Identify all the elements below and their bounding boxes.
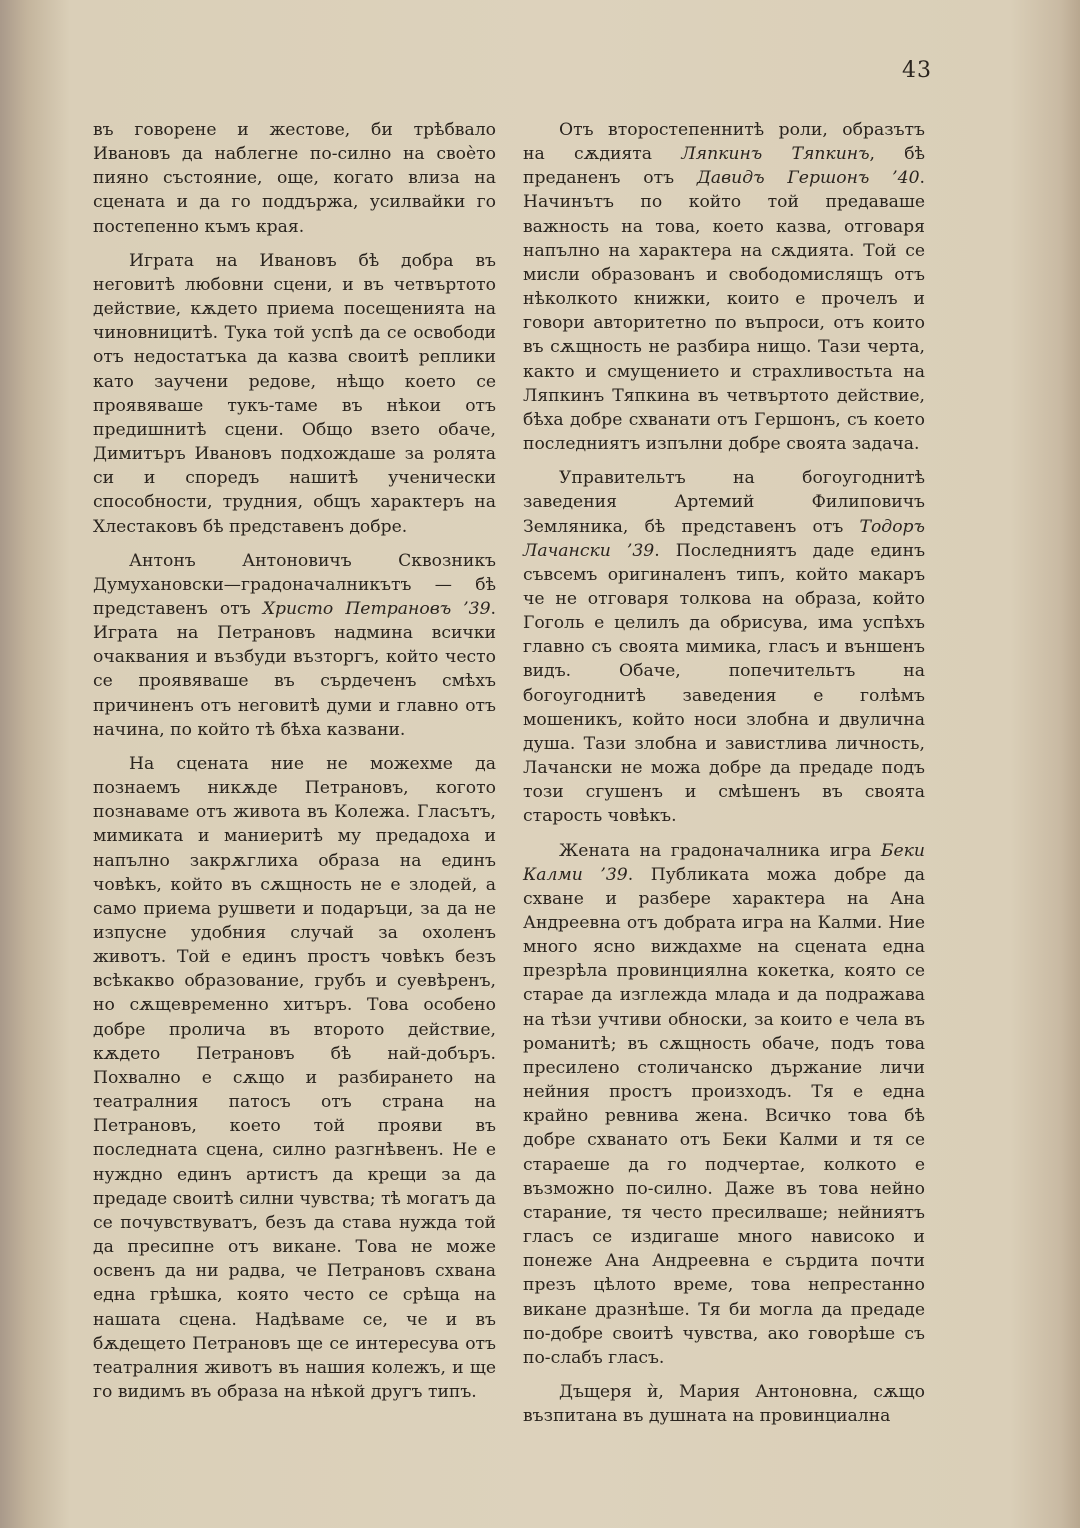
- paragraph: [93, 752, 496, 1404]
- paragraph-text: На сцената ние не можехме да познаемъ никѫде Петрановъ, когото познаваме отъ живота въ Колежа. Гласътъ, мимиката и маниеритѣ му предадоха и напълно закрѫглиха образа на единъ човѣкъ, който въ сѫщность не е злодей, а само приема рушвети и подаръци, за да не изпусне удобния случай за охоленъ животъ. Той е единъ простъ човѣкъ безъ всѣкакво образование, грубъ и суевѣренъ, но сѫщевременно хитъръ. Това особено добре пролича въ второто действие, кѫдето Петрановъ бѣ най-добъръ. Похвално е сѫщо и разбирането на театралния патосъ отъ страна на Петрановъ, което той прояви въ последната сцена, силно разгнѣвенъ. Не е нуждно единъ артистъ да крещи за да предаде своитѣ силни чувства; тѣ могатъ да се почувствуватъ, безъ да става нужда той да пресипне отъ викане. Това не може освенъ да ни радва, че Петрановъ схвана една грѣшка, която често се срѣща на нашата сцена. Надѣваме се, че и въ бѫдещето Петрановъ ще се интересува отъ театралния животъ въ нашия колежъ, и ще го видимъ въ образа на нѣкой другъ типъ.: [93, 753, 496, 1402]
- right-column: [523, 118, 925, 1438]
- paragraph: [523, 118, 925, 456]
- italic-name: Давидъ Гершонъ ’40: [696, 168, 920, 189]
- paragraph-text: Отъ второстепеннитѣ роли, образътъ на сѫдията: [523, 120, 925, 165]
- paragraph-text: . Последниятъ даде единъ съвсемъ оригиналенъ типъ, който макаръ че не отговаря толкова на образа, който Гоголь е целилъ да обрисува, има успѣхъ главно съ своята мимика, гласъ и външенъ видъ. Обаче, попечительтъ на богоугоднитѣ заведения е голѣмъ мошеникъ, който носи злобна и двулична душа. Тази злобна и завистлива личность, Лачански не можа добре да предаде подъ този сгушенъ и смѣшенъ въ своята старость човѣкъ.: [523, 540, 926, 827]
- paragraph-text: , бѣ преданенъ отъ: [523, 144, 925, 189]
- paragraph: [523, 466, 925, 828]
- paragraph: [93, 118, 496, 239]
- paragraph-text: Дъщеря ѝ, Мария Антоновна, сѫщо възпитана въ душната на провинциална: [523, 1381, 925, 1427]
- italic-name: Ляпкинъ Тяпкинъ: [681, 144, 870, 165]
- italic-name: Тодоръ Лачански ’39: [523, 516, 925, 561]
- paragraph-text: . Играта на Петрановъ надмина всички очаквания и възбуди възторгъ, който често се проявяваше въ сърдеченъ смѣхъ причиненъ отъ неговитѣ думи и главно отъ начина, по който тѣ бѣха казвани.: [93, 598, 496, 740]
- paragraph-text: Антонъ Антоновичъ Сквозникъ Думухановски—градоначалникътъ — бѣ представенъ отъ: [93, 550, 496, 619]
- paragraph-text: Жената на градоначалника игра: [559, 840, 881, 861]
- paragraph: [93, 249, 496, 539]
- paragraph-text: Играта на Ивановъ бѣ добра въ неговитѣ любовни сцени, и въ четвъртото действие, кѫдето приема посещенията на чиновницитѣ. Тука той успѣ да се освободи отъ недостатъка да казва своитѣ реплики като заучени редове, нѣщо което се проявяваше тукъ-таме въ нѣкои отъ предишнитѣ сцени. Общо взето обаче, Димитъръ Ивановъ подхождаше за ролята си и споредъ нашитѣ ученически способности, трудния, общъ характеръ на Хлестаковъ бѣ представенъ добре.: [93, 250, 496, 537]
- page-number: 43: [902, 58, 932, 83]
- paragraph: [523, 1380, 925, 1428]
- italic-name: Беки Калми ’39: [523, 840, 925, 885]
- paragraph-text: въ говорене и жестове, би трѣбвало Ивановъ да наблегне по-силно на своѐто пияно състояние, още, когато влиза на сцената и да го поддържа, усилвайки го постепенно къмъ края.: [93, 120, 496, 237]
- paragraph-text: Управительтъ на богоугоднитѣ заведения Артемий Филиповичъ Земляника, бѣ представенъ отъ: [523, 468, 925, 537]
- paragraph-text: . Публиката можа добре да схване и разбере характера на Ана Андреевна отъ добрата игра на Калми. Ние много ясно виждахме на сцената една презрѣла провинциялна кокетка, която се старае да изглежда млада и да подражава на тѣзи учтиви обноски, за които е чела въ романитѣ; въ сѫщность обаче, подъ това пресилено столичанско държание личи нейния простъ произходъ. Тя е една крайно ревнива жена. Всичко това бѣ добре схванато отъ Беки Калми и тя се стараеше да го подчертае, колкото е възможно по-силно. Даже въ това нейно старание, тя често пресилваше; нейниятъ гласъ се издигаше много нависоко и понеже Ана Андреевна е сърдита почти презъ цѣлото време, това непрестанно викане дразнѣше. Тя би могла да предаде по-добре своитѣ чувства, ако говорѣше съ по-слабъ гласъ.: [523, 864, 925, 1368]
- paragraph: [523, 839, 925, 1370]
- paragraph-text: . Начинътъ по който той предаваше важность на това, което казва, отговаря напълно на характера на сѫдията. Той се мисли образованъ и свободомислящъ отъ нѣколкото книжки, които е прочелъ и говори авторитетно по въпроси, отъ които въ сѫщность не разбира нищо. Тази черта, както и смущението и страхливостьта на Ляпкинъ Тяпкина въ четвъртото действие, бѣха добре схванати отъ Гершонъ, съ което последниятъ изпълни добре своята задача.: [523, 168, 925, 455]
- italic-name: Христо Петрановъ ’39: [262, 598, 491, 619]
- paragraph: [93, 549, 496, 742]
- left-column: [93, 118, 496, 1414]
